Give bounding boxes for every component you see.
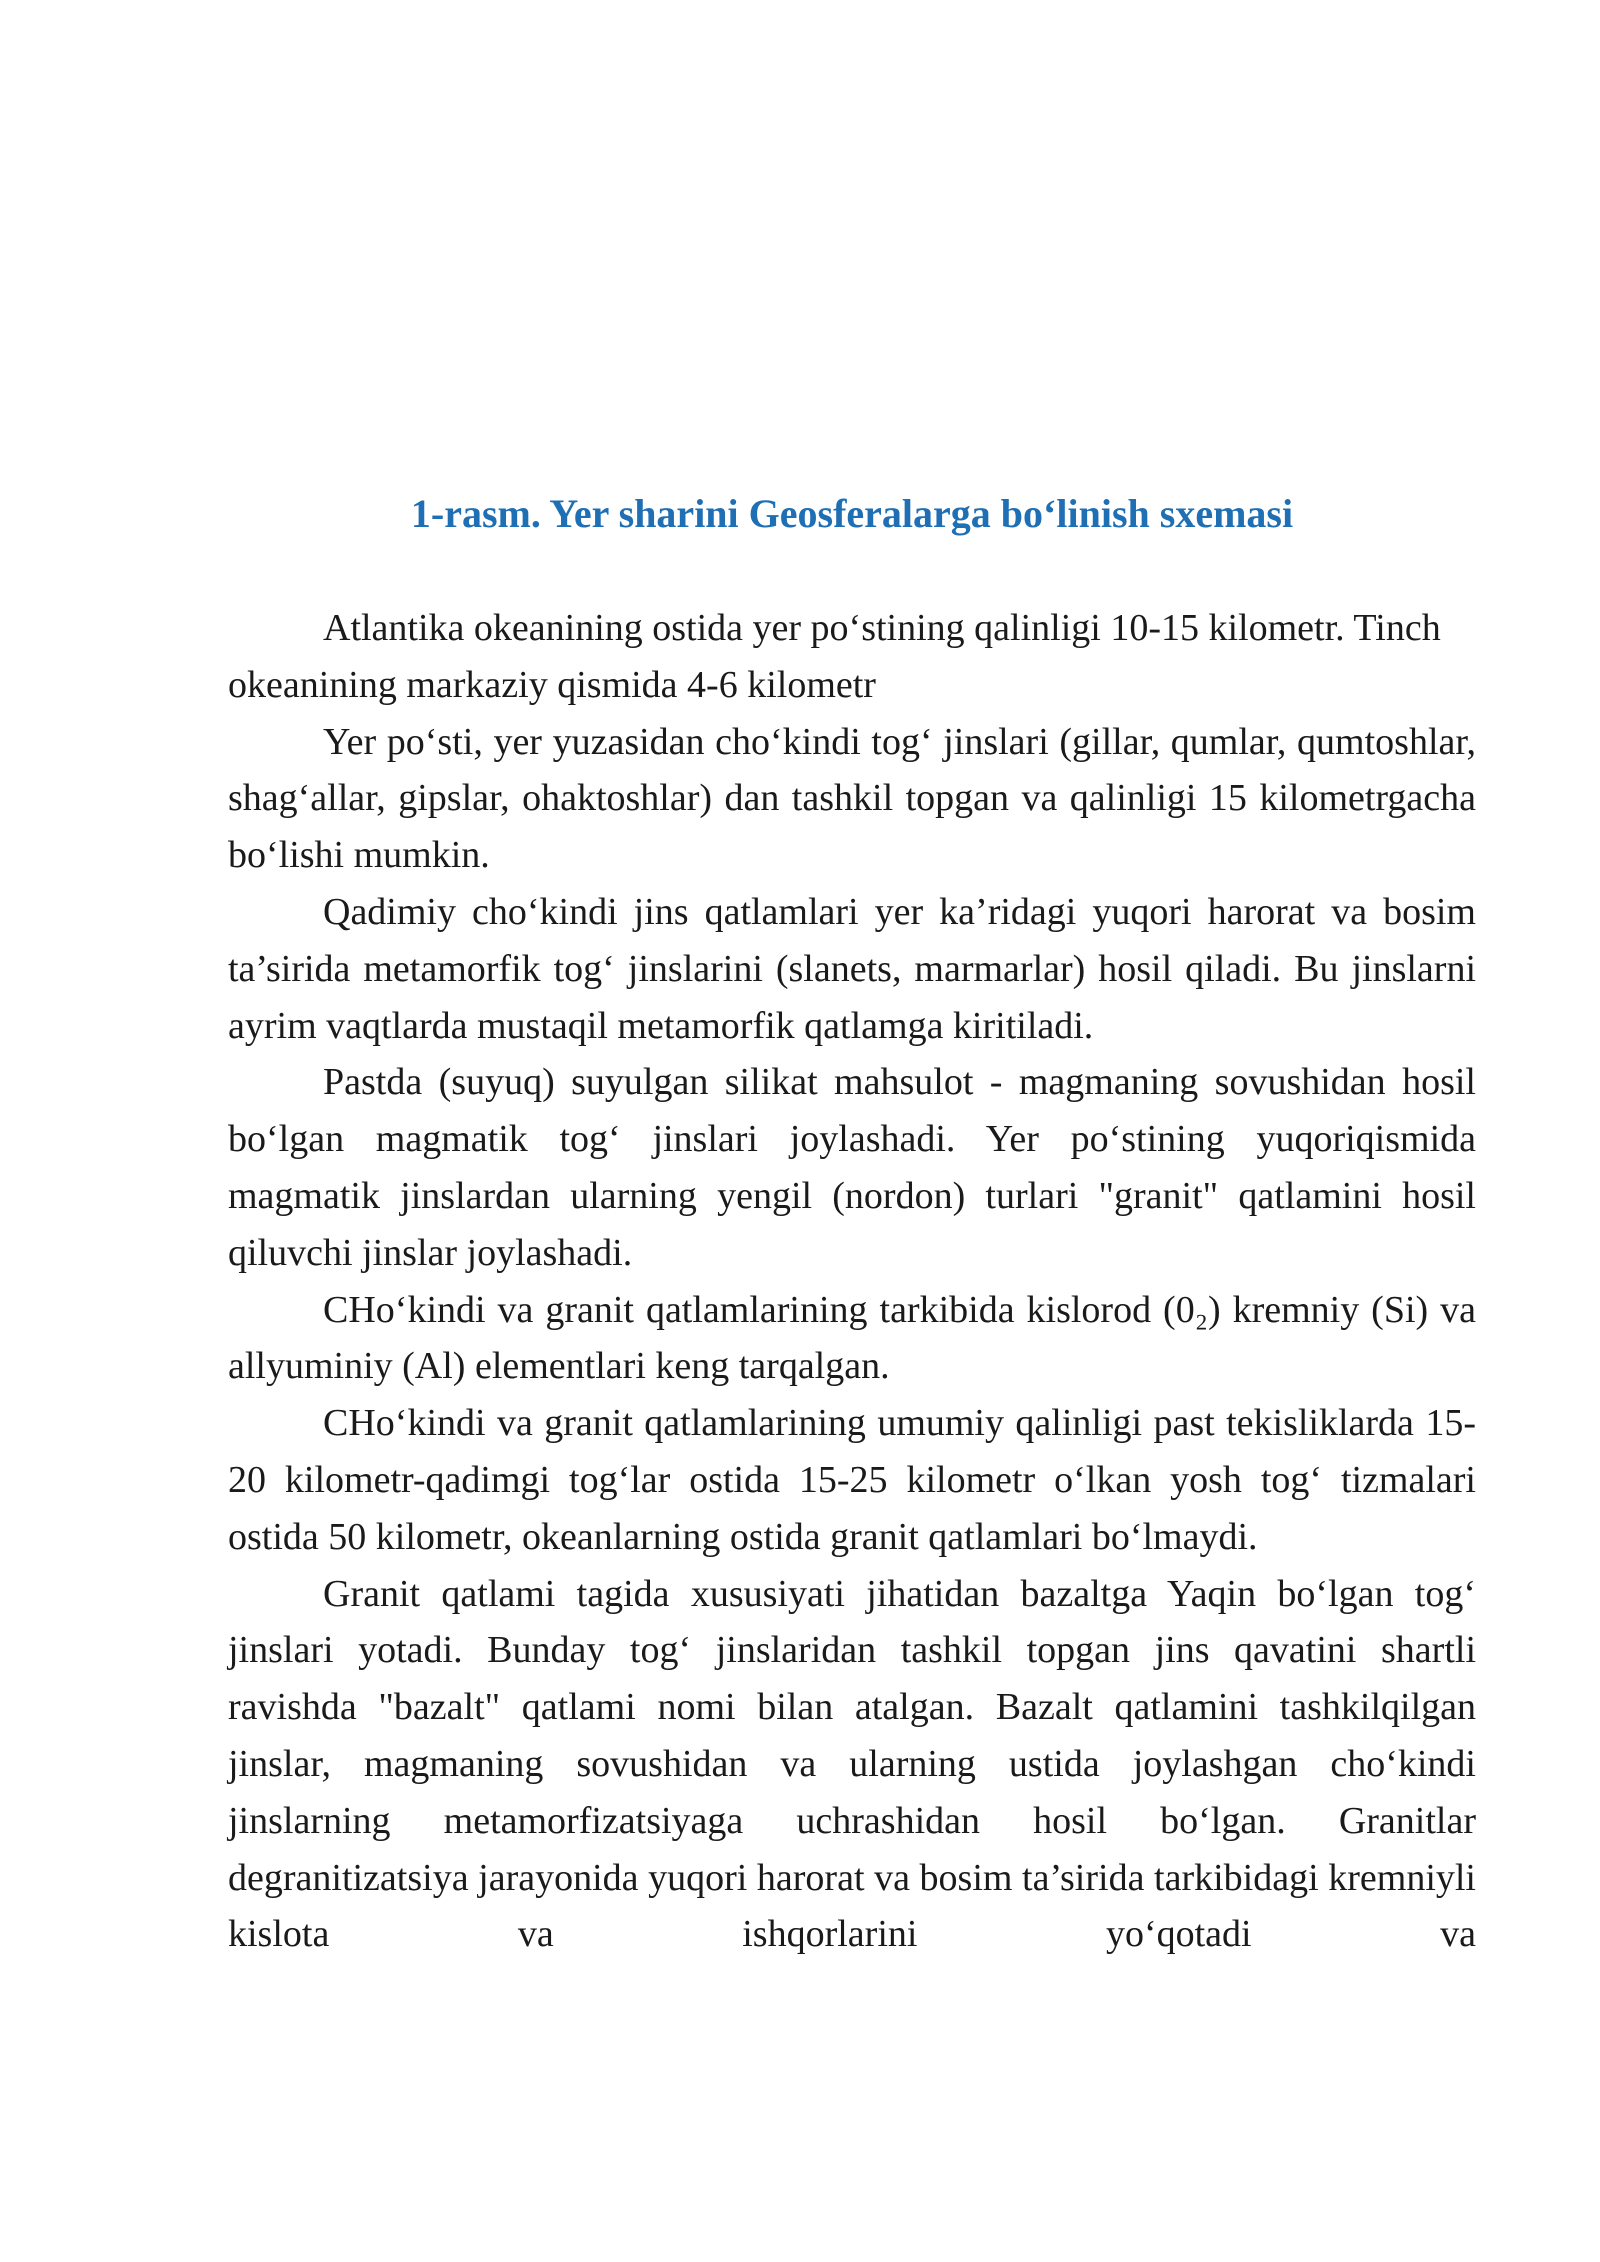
paragraph: Granit qatlami tagida xususiyati jihatidan bazaltga Yaqin bo‘lgan tog‘ jinslari yotadi. Bunday tog‘ jinslaridan tashkil topgan jins qavatini shartli ravishda "bazalt" qatlami nomi bilan atalgan. Bazalt qatlamini tashkilqilgan jinslar, magmaning sovushidan va ularning ustida joylashgan cho‘kindi jinslarning metamorfizatsiyaga uchrashidan hosil bo‘lgan. Granitlar degranitizatsiya jarayonida yuqori harorat va bosim ta’sirida tarkibidagi kremniyli kislota va ishqorlarini yo‘qotadi va	[228, 1572, 1476, 1956]
paragraph: Pastda (suyuq) suyulgan silikat mahsulot - magmaning sovushidan hosil bo‘lgan magmatik tog‘ jinslari joylashadi. Yer po‘stining yuqoriqismida magmatik jinslardan ularning yengil (nordon) turlari "granit" qatlamini hosil qiluvchi jinslar joylashadi.	[228, 1061, 1476, 1274]
paragraph: Yer po‘sti, yer yuzasidan cho‘kindi tog‘ jinslari (gillar, qumlar, qumtoshlar, shag‘allar, gipslar, ohaktoshlar) dan tashkil topgan va qalinligi 15 kilometrgacha bo‘lishi mumkin.	[228, 720, 1476, 877]
paragraph: CHo‘kindi va granit qatlamlarining umumiy qalinligi past tekisliklarda 15-20 kilometr-qadimgi tog‘lar ostida 15-25 kilometr o‘lkan yosh tog‘ tizmalari ostida 50 kilometr, okeanlarning ostida granit qatlamlari bo‘lmaydi.	[228, 1402, 1476, 1558]
paragraph: Qadimiy cho‘kindi jins qatlamlari yer ka’ridagi yuqori harorat va bosim ta’sirida metamorfik tog‘ jinslarini (slanets, marmarlar) hosil qiladi. Bu jinslarni ayrim vaqtlarda mustaqil metamorfik qatlamga kiritiladi.	[228, 890, 1476, 1047]
body-text	[228, 600, 1476, 1963]
figure-caption: 1-rasm. Yer sharini Geosferalarga bo‘linish sxemasi	[410, 491, 1294, 536]
paragraph: CHo‘kindi va granit qatlamlarining tarkibida kislorod (0₂) kremniy (Si) va allyuminiy (Al) elementlari keng tarqalgan.	[228, 1288, 1476, 1388]
paragraph: Atlantika okeanining ostida yer po‘stining qalinligi 10-15 kilometr. Tinch okeanining markaziy qismida 4-6 kilometr	[228, 607, 1441, 706]
